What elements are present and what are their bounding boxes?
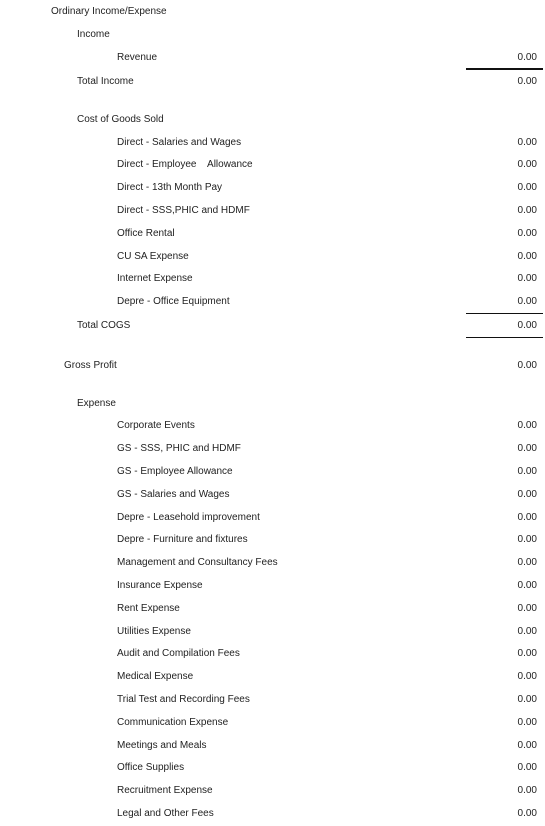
cogs-item-amount: 0.00 bbox=[517, 296, 537, 307]
expense-item-label: Meetings and Meals bbox=[117, 740, 207, 751]
expense-item-amount: 0.00 bbox=[517, 603, 537, 614]
gross-profit-label: Gross Profit bbox=[64, 360, 117, 371]
expense-item-amount: 0.00 bbox=[517, 762, 537, 773]
expense-item-amount: 0.00 bbox=[517, 717, 537, 728]
income-item-amount: 0.00 bbox=[517, 52, 537, 63]
expense-item-amount: 0.00 bbox=[517, 489, 537, 500]
expense-header: Expense bbox=[77, 398, 116, 409]
expense-item-label: Corporate Events bbox=[117, 420, 195, 431]
cogs-item-label: Direct - Salaries and Wages bbox=[117, 137, 242, 148]
expense-item-label: Medical Expense bbox=[117, 671, 194, 682]
cogs-item-amount: 0.00 bbox=[517, 273, 537, 284]
cogs-item-amount: 0.00 bbox=[517, 159, 537, 170]
expense-item-amount: 0.00 bbox=[517, 740, 537, 751]
cogs-item-label: Direct - 13th Month Pay bbox=[117, 182, 223, 193]
expense-item-label: GS - Salaries and Wages bbox=[117, 489, 230, 500]
cogs-item-amount: 0.00 bbox=[517, 137, 537, 148]
expense-item-amount: 0.00 bbox=[517, 808, 537, 819]
expense-item-label: Trial Test and Recording Fees bbox=[117, 694, 250, 705]
expense-item-amount: 0.00 bbox=[517, 785, 537, 796]
expense-item-label: Legal and Other Fees bbox=[117, 808, 214, 819]
cogs-total-underline bbox=[466, 337, 543, 338]
cogs-total-rule bbox=[466, 313, 543, 314]
expense-item-amount: 0.00 bbox=[517, 466, 537, 477]
expense-item-amount: 0.00 bbox=[517, 512, 537, 523]
expense-item-label: Insurance Expense bbox=[117, 580, 203, 591]
expense-item-amount: 0.00 bbox=[517, 626, 537, 637]
cogs-item-label: CU SA Expense bbox=[117, 251, 189, 262]
expense-item-label: Depre - Furniture and fixtures bbox=[117, 534, 248, 545]
gross-profit-amount: 0.00 bbox=[517, 360, 537, 371]
expense-item-label: Management and Consultancy Fees bbox=[117, 557, 278, 568]
expense-item-amount: 0.00 bbox=[517, 443, 537, 454]
expense-item-label: Depre - Leasehold improvement bbox=[117, 512, 260, 523]
cogs-item-amount: 0.00 bbox=[517, 205, 537, 216]
expense-item-label: GS - Employee Allowance bbox=[117, 466, 233, 477]
expense-item-label: Rent Expense bbox=[117, 603, 180, 614]
total-income-amount: 0.00 bbox=[517, 76, 537, 87]
section-title: Ordinary Income/Expense bbox=[51, 6, 167, 17]
expense-item-amount: 0.00 bbox=[517, 580, 537, 591]
expense-item-amount: 0.00 bbox=[517, 671, 537, 682]
income-total-rule bbox=[466, 68, 543, 70]
expense-item-label: Office Supplies bbox=[117, 762, 185, 773]
cogs-item-label: Internet Expense bbox=[117, 273, 193, 284]
expense-item-label: GS - SSS, PHIC and HDMF bbox=[117, 443, 241, 454]
expense-item-label: Audit and Compilation Fees bbox=[117, 648, 240, 659]
cogs-item-amount: 0.00 bbox=[517, 182, 537, 193]
expense-item-amount: 0.00 bbox=[517, 557, 537, 568]
cogs-item-label: Depre - Office Equipment bbox=[117, 296, 230, 307]
income-header: Income bbox=[77, 29, 110, 40]
total-cogs-amount: 0.00 bbox=[517, 320, 537, 331]
expense-item-label: Recruitment Expense bbox=[117, 785, 213, 796]
cogs-item-label: Office Rental bbox=[117, 228, 175, 239]
cogs-item-amount: 0.00 bbox=[517, 228, 537, 239]
total-income-label: Total Income bbox=[77, 76, 134, 87]
expense-item-label: Utilities Expense bbox=[117, 626, 191, 637]
total-cogs-label: Total COGS bbox=[77, 320, 131, 331]
cogs-item-label: Direct - Employee Allowance bbox=[117, 159, 253, 170]
expense-item-amount: 0.00 bbox=[517, 420, 537, 431]
expense-item-amount: 0.00 bbox=[517, 648, 537, 659]
expense-item-label: Communication Expense bbox=[117, 717, 229, 728]
cogs-item-label: Direct - SSS,PHIC and HDMF bbox=[117, 205, 250, 216]
expense-item-amount: 0.00 bbox=[517, 534, 537, 545]
cogs-item-amount: 0.00 bbox=[517, 251, 537, 262]
cogs-header: Cost of Goods Sold bbox=[77, 114, 164, 125]
expense-item-amount: 0.00 bbox=[517, 694, 537, 705]
income-item-label: Revenue bbox=[117, 52, 158, 63]
